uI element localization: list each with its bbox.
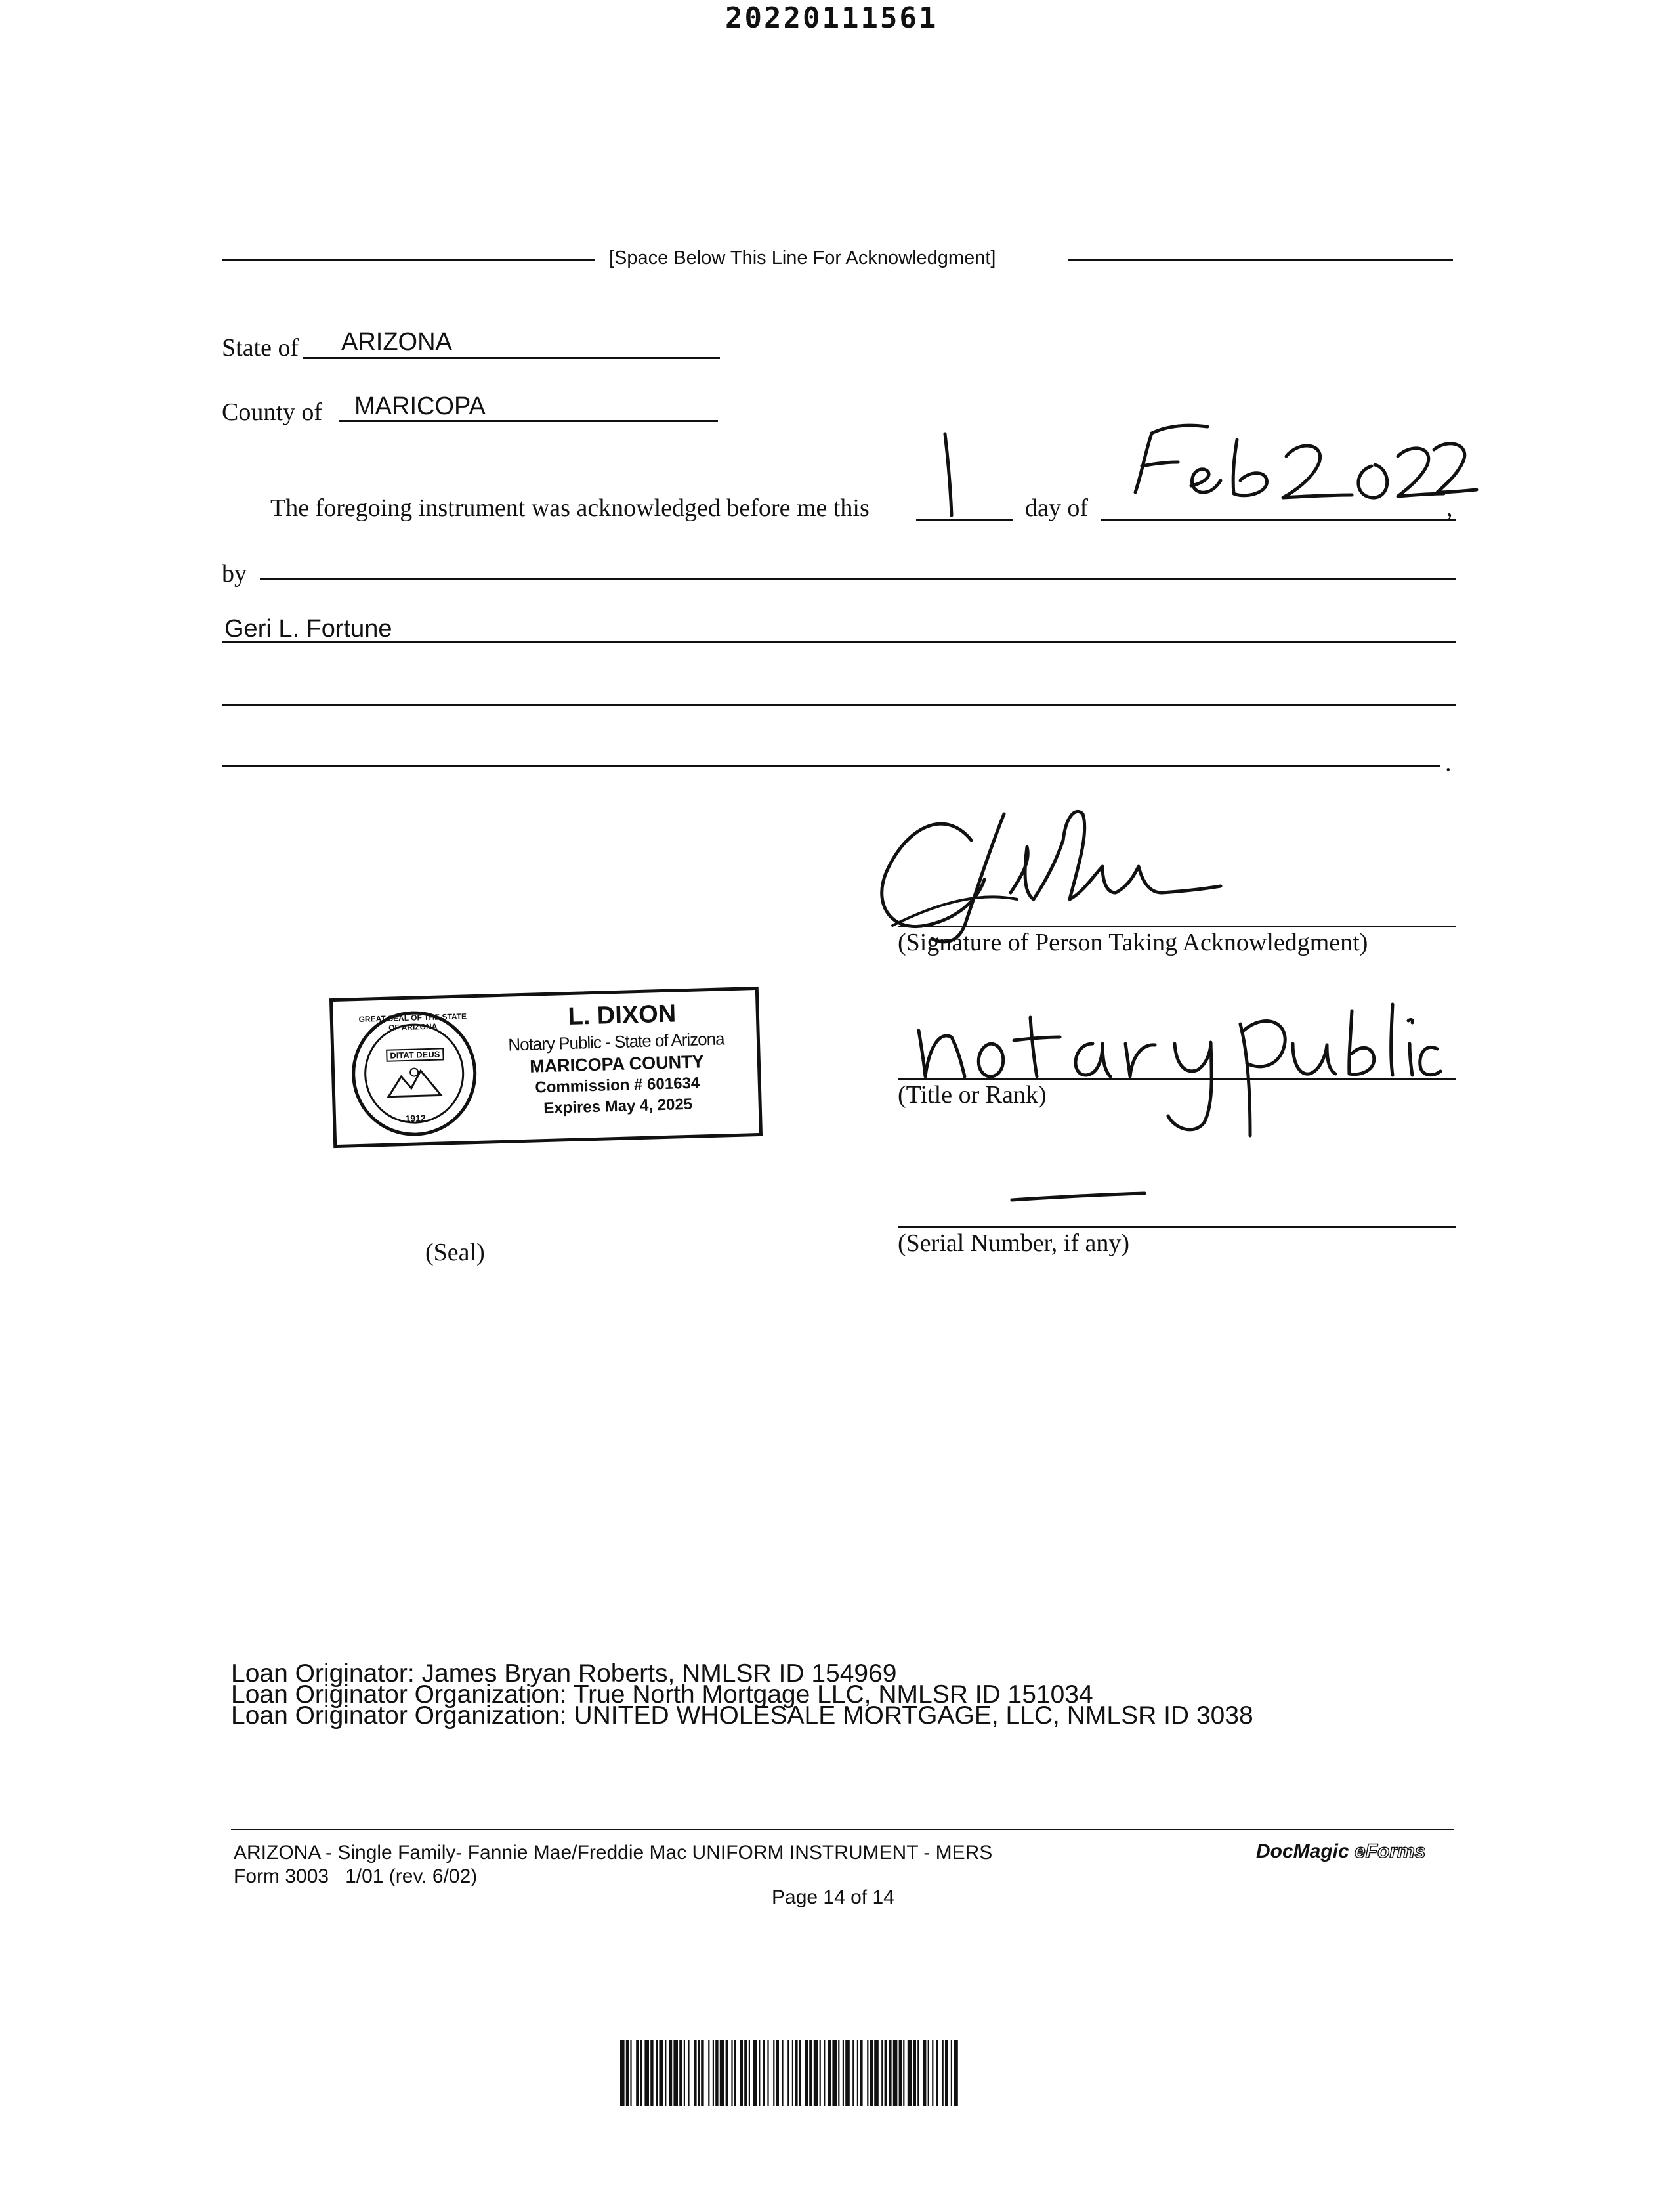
barcode-bar — [720, 2040, 724, 2106]
barcode-bar — [694, 2040, 696, 2106]
footer-form-title: ARIZONA - Single Family- Fannie Mae/Freddie Mac UNIFORM INSTRUMENT - MERS — [234, 1842, 993, 1864]
barcode-bar — [814, 2040, 818, 2106]
barcode-bar — [951, 2040, 952, 2106]
serial-dash — [1007, 1187, 1151, 1206]
acknowledgment-lead-text: The foregoing instrument was acknowledged before me this — [270, 494, 870, 522]
barcode-bar — [753, 2040, 757, 2106]
by-label: by — [222, 560, 247, 587]
barcode-bar — [809, 2040, 812, 2106]
barcode-bar — [708, 2040, 709, 2106]
barcode-bar — [903, 2040, 904, 2106]
barcode-bar — [659, 2040, 663, 2106]
acknowledgment-divider-label: [Space Below This Line For Acknowledgment] — [609, 247, 996, 268]
barcode-bar — [845, 2040, 850, 2106]
barcode-bar — [932, 2040, 933, 2106]
barcode-bar — [914, 2040, 916, 2106]
barcode-bar — [805, 2040, 808, 2106]
barcode-bar — [942, 2040, 944, 2106]
barcode-bar — [843, 2040, 844, 2106]
barcode-bar — [644, 2040, 649, 2106]
notary-line-3: Commission # 601634 — [535, 1074, 700, 1097]
barcode-bar — [838, 2040, 839, 2106]
period-mark: . — [1445, 749, 1452, 777]
loan-originator-1: Loan Originator: James Bryan Roberts, NMLSR ID 154969 — [231, 1659, 897, 1688]
signature-caption: (Signature of Person Taking Acknowledgment) — [898, 929, 1368, 956]
state-seal-emblem — [350, 1010, 478, 1138]
loan-originator-3: Loan Originator Organization: UNITED WHOLESALE MORTGAGE, LLC, NMLSR ID 3038 — [231, 1701, 1253, 1730]
barcode-bar — [799, 2040, 801, 2106]
barcode-bar — [701, 2040, 704, 2106]
state-label: State of — [222, 334, 299, 362]
barcode-bar — [870, 2040, 873, 2106]
seal-landscape-icon — [385, 1062, 445, 1103]
barcode-bar — [763, 2040, 765, 2106]
notary-stamp — [329, 987, 763, 1148]
barcode-bar — [688, 2040, 689, 2106]
handwritten-title — [906, 991, 1444, 1142]
county-value: MARICOPA — [354, 393, 486, 420]
loan-originator-2: Loan Originator Organization: True North Mortgage LLC, NMLSR ID 151034 — [231, 1680, 1093, 1709]
barcode-bar — [824, 2040, 825, 2106]
barcode-bar — [908, 2040, 912, 2106]
barcode-bar — [759, 2040, 760, 2106]
barcode-bar — [776, 2040, 779, 2106]
barcode-bar — [636, 2040, 639, 2106]
notary-line-4: Expires May 4, 2025 — [543, 1095, 693, 1118]
notary-line-2: MARICOPA COUNTY — [529, 1052, 705, 1076]
state-value: ARIZONA — [341, 328, 452, 356]
by-rule — [260, 578, 1456, 580]
barcode-bar — [788, 2040, 789, 2106]
barcode-bar — [792, 2040, 793, 2106]
state-rule — [303, 357, 720, 359]
barcode-bar — [684, 2040, 685, 2106]
barcode-bar — [715, 2040, 718, 2106]
day-of-text: day of — [1025, 494, 1089, 522]
barcode-bar — [726, 2040, 728, 2106]
barcode-bar — [749, 2040, 750, 2106]
barcode-bar — [665, 2040, 666, 2106]
title-caption: (Title or Rank) — [898, 1081, 1047, 1109]
barcode-bar — [832, 2040, 837, 2106]
barcode-bar — [734, 2040, 736, 2106]
barcode-bar — [928, 2040, 929, 2106]
barcode-bar — [881, 2040, 883, 2106]
barcode-bar — [782, 2040, 783, 2106]
notary-line-1: Notary Public - State of Arizona — [507, 1029, 724, 1055]
barcode-bar — [936, 2040, 938, 2106]
barcode-bar — [656, 2040, 658, 2106]
blank-rule-1 — [222, 704, 1456, 706]
barcode-bar — [954, 2040, 958, 2106]
footer-form-number: Form 3003 1/01 (rev. 6/02) — [234, 1865, 478, 1887]
blank-rule-2 — [222, 765, 1440, 767]
barcode-bar — [744, 2040, 747, 2106]
barcode-bar — [731, 2040, 732, 2106]
barcode-bar — [945, 2040, 948, 2106]
barcode-bar — [620, 2040, 625, 2106]
barcode-bar — [795, 2040, 797, 2106]
serial-caption: (Serial Number, if any) — [898, 1229, 1130, 1257]
recording-number: 20220111561 — [725, 1, 938, 35]
barcode-bar — [893, 2040, 898, 2106]
barcode-bar — [852, 2040, 854, 2106]
comma-mark: , — [1446, 494, 1453, 522]
barcode-bar — [679, 2040, 682, 2106]
seal-motto: DITAT DEUS — [386, 1048, 444, 1061]
barcode-bar — [820, 2040, 821, 2106]
by-name: Geri L. Fortune — [224, 615, 392, 643]
eforms-wordmark: eForms — [1354, 1841, 1426, 1862]
seal-ring-text: GREAT SEAL OF THE STATE OF ARIZONA — [358, 1012, 467, 1033]
docmagic-wordmark: DocMagic — [1256, 1841, 1349, 1862]
barcode-bar — [885, 2040, 887, 2106]
barcode-bar — [889, 2040, 891, 2106]
barcode-bar — [917, 2040, 919, 2106]
barcode-bar — [828, 2040, 831, 2106]
signature-rule — [898, 926, 1456, 927]
barcode-bar — [698, 2040, 700, 2106]
document-barcode — [620, 2040, 1080, 2106]
barcode-bar — [650, 2040, 653, 2106]
barcode-bar — [669, 2040, 672, 2106]
barcode-bar — [740, 2040, 743, 2106]
barcode-bar — [899, 2040, 902, 2106]
divider-left-rule — [222, 259, 595, 261]
barcode-bar — [860, 2040, 862, 2106]
seal-year: 1912 — [405, 1113, 426, 1124]
barcode-bar — [773, 2040, 774, 2106]
barcode-bar — [857, 2040, 858, 2106]
barcode-bar — [640, 2040, 642, 2106]
name-rule — [222, 641, 1456, 643]
page-number: Page 14 of 14 — [772, 1886, 894, 1908]
barcode-bar — [713, 2040, 714, 2106]
footer-rule — [231, 1829, 1454, 1830]
serial-rule — [898, 1226, 1456, 1228]
handwritten-day — [932, 430, 971, 522]
barcode-bar — [923, 2040, 926, 2106]
seal-caption: (Seal) — [425, 1239, 485, 1266]
title-rule — [898, 1078, 1456, 1080]
barcode-bar — [867, 2040, 868, 2106]
handwritten-month-year — [1116, 420, 1483, 525]
barcode-bar — [874, 2040, 879, 2106]
barcode-bar — [626, 2040, 629, 2106]
county-label: County of — [222, 398, 323, 426]
divider-right-rule — [1068, 259, 1453, 261]
barcode-bar — [630, 2040, 631, 2106]
docmagic-logo — [1256, 1841, 1425, 1863]
notary-name: L. DIXON — [567, 1000, 677, 1031]
barcode-bar — [767, 2040, 768, 2106]
barcode-bar — [673, 2040, 678, 2106]
